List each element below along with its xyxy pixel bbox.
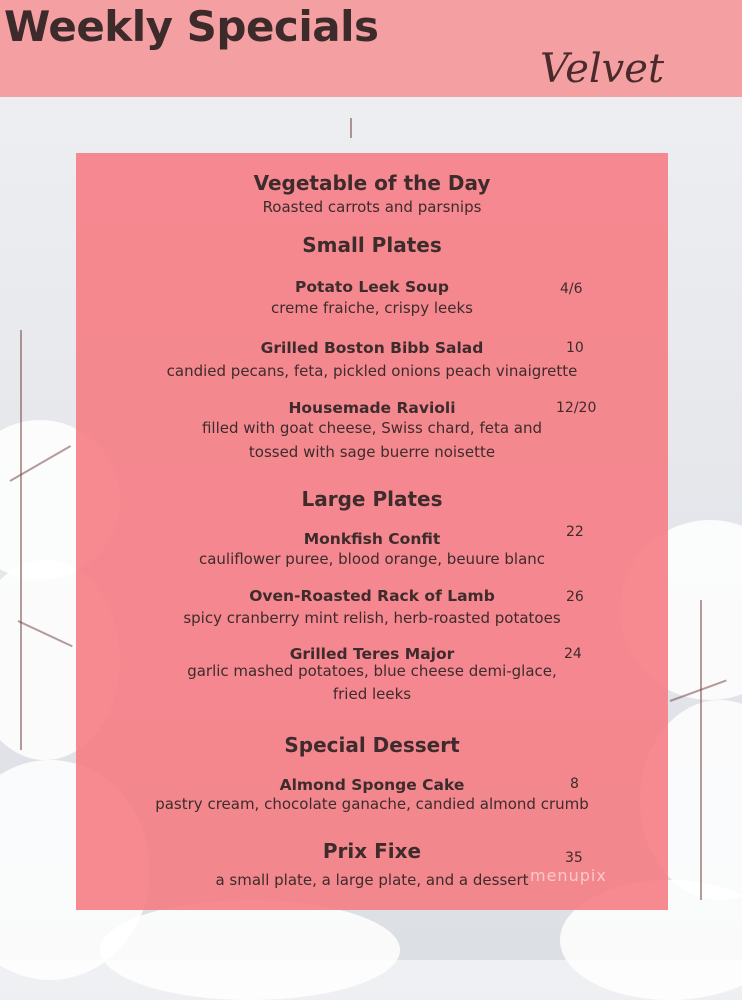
- item-desc: pastry cream, chocolate ganache, candied almond crumb: [155, 795, 589, 813]
- large-plates-title: Large Plates: [301, 487, 443, 511]
- prix-fixe-title: Prix Fixe: [322, 839, 422, 863]
- item-desc: garlic mashed potatoes, blue cheese demi-glace,: [187, 662, 557, 680]
- item-price: 4/6: [560, 281, 583, 297]
- item-name: Monkfish Confit: [303, 530, 441, 548]
- item-desc: spicy cranberry mint relish, herb-roasted potatoes: [183, 609, 561, 627]
- item-desc: creme fraiche, crispy leeks: [271, 299, 473, 317]
- item-desc: filled with goat cheese, Swiss chard, feta and: [201, 419, 543, 437]
- item-desc: tossed with sage buerre noisette: [248, 443, 496, 461]
- item-name: Grilled Boston Bibb Salad: [260, 339, 484, 357]
- header-banner: [0, 0, 742, 97]
- item-price: 35: [565, 850, 583, 866]
- brand-logo-text: Velvet: [540, 46, 665, 92]
- item-name: Grilled Teres Major: [289, 645, 455, 663]
- item-desc: cauliflower puree, blood orange, beuure blanc: [198, 550, 546, 568]
- item-price: 10: [566, 340, 584, 356]
- vegetable-title: Vegetable of the Day: [253, 171, 491, 195]
- vegetable-desc: Roasted carrots and parsnips: [262, 198, 482, 216]
- item-price: 12/20: [556, 400, 597, 416]
- prix-fixe-desc: a small plate, a large plate, and a dessert: [215, 871, 529, 889]
- item-desc: fried leeks: [332, 685, 412, 703]
- small-plates-title: Small Plates: [302, 233, 442, 257]
- item-name: Housemade Ravioli: [288, 399, 456, 417]
- page-title: Weekly Specials: [4, 2, 379, 51]
- item-name: Potato Leek Soup: [295, 278, 449, 296]
- item-price: 8: [570, 776, 579, 792]
- item-desc: candied pecans, feta, pickled onions peach vinaigrette: [166, 362, 578, 380]
- item-name: Almond Sponge Cake: [279, 776, 465, 794]
- watermark: menupix: [530, 866, 607, 885]
- item-price: 26: [566, 589, 584, 605]
- item-price: 24: [564, 646, 582, 662]
- dessert-title: Special Dessert: [284, 733, 460, 757]
- menu-panel: [76, 153, 668, 910]
- item-price: 22: [566, 524, 584, 540]
- item-name: Oven-Roasted Rack of Lamb: [249, 587, 495, 605]
